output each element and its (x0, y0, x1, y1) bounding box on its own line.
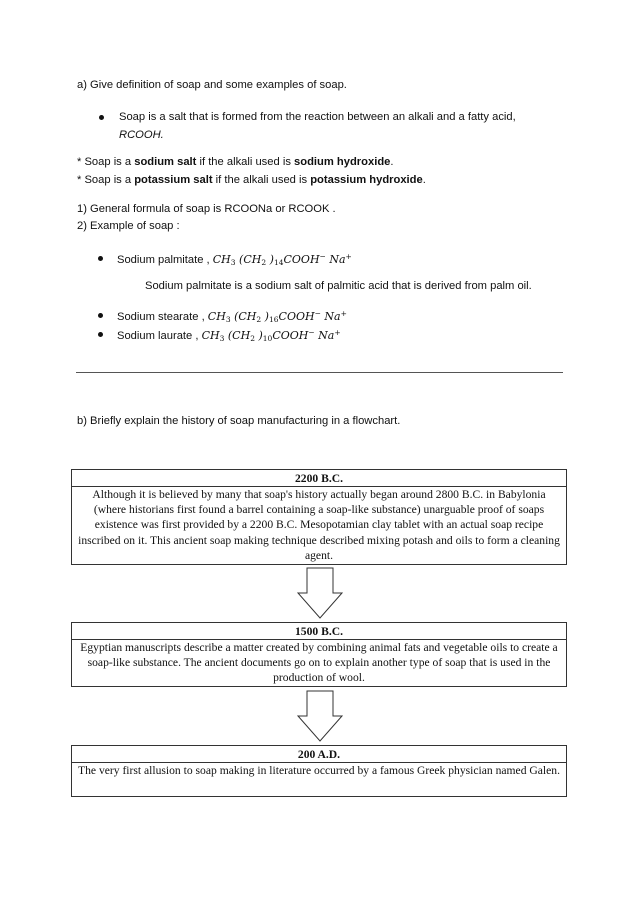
note-bold-term: potassium salt (134, 174, 213, 186)
formula-subscript: 2 (261, 258, 267, 267)
formula-part: Na (325, 253, 346, 266)
bullet-icon (98, 256, 103, 261)
bullet-icon (98, 332, 103, 337)
chemical-formula (213, 253, 352, 266)
formula-part: ) (254, 329, 263, 342)
example-name: Sodium stearate , (117, 311, 208, 323)
potassium-salt-note (77, 173, 426, 187)
note-text: * Soap is a (77, 156, 135, 168)
formula-superscript: + (340, 309, 347, 318)
formula-subscript: 10 (262, 334, 273, 343)
flowchart-text: The very first allusion to soap making in literature occurred by a famous Greek physician named Galen. (78, 764, 560, 777)
formula-part: Na (320, 310, 341, 323)
formula-subscript: 3 (219, 334, 225, 343)
flowchart-box-1500bc (71, 622, 567, 687)
general-formula: 1) General formula of soap is RCOONa or RCOOK . (77, 203, 336, 215)
soap-definition-cont: RCOOH. (119, 129, 164, 141)
formula-part: CH (212, 253, 231, 266)
example-sodium-palmitate (117, 250, 352, 270)
formula-part: (CH (224, 329, 251, 342)
example-name: Sodium laurate , (117, 330, 202, 342)
flowchart-box-2200bc (71, 469, 567, 565)
formula-subscript: 3 (230, 258, 236, 267)
flowchart-year: 200 A.D. (72, 746, 566, 763)
formula-superscript: − (308, 328, 315, 337)
note-bold-term: sodium salt (134, 156, 197, 168)
formula-superscript: + (334, 328, 341, 337)
formula-subscript: 2 (256, 315, 262, 324)
chemical-formula (202, 329, 341, 342)
formula-subscript: 14 (273, 258, 284, 267)
formula-subscript: 2 (250, 334, 255, 343)
formula-part: Na (314, 329, 335, 342)
flowchart-text: Although it is believed by many that soap's history actually began around 2800 B.C. in Babylonia (where historians first found a barrel containing a soap-like substance) unarguable proof of soaps existence was first provided by a 2200 B.C. Mesopotamian clay tablet with an actual soap recipe inscribed on it. This ancient soap making technique described mixing potash and oils to form a cleaning agent. (78, 488, 560, 562)
example-heading: 2) Example of soap : (77, 220, 180, 232)
bullet-icon (98, 313, 103, 318)
down-arrow-icon (297, 690, 343, 742)
sodium-salt-note (77, 155, 394, 169)
bullet-icon (99, 115, 104, 120)
formula-superscript: + (345, 252, 352, 261)
question-a: a) Give definition of soap and some examples of soap. (77, 79, 347, 91)
note-text: if the alkali used is (196, 156, 295, 168)
flowchart-box-200ad (71, 745, 567, 797)
down-arrow-icon (297, 567, 343, 619)
example-sodium-laurate (117, 326, 341, 346)
formula-superscript: − (319, 252, 326, 261)
section-divider (76, 372, 563, 373)
formula-part: ) (266, 253, 274, 266)
formula-part: CH (207, 310, 226, 323)
formula-subscript: 3 (225, 315, 231, 324)
formula-part: COOH (278, 310, 315, 323)
formula-superscript: − (314, 309, 321, 318)
note-text: * Soap is a (77, 174, 135, 186)
formula-subscript: 16 (268, 315, 279, 324)
chemical-formula (208, 310, 347, 323)
formula-part: CH (201, 329, 220, 342)
example-name: Sodium palmitate , (117, 254, 213, 266)
flowchart-year: 1500 B.C. (72, 623, 566, 640)
note-bold-term: sodium hydroxide (294, 156, 391, 168)
formula-part: COOH (283, 253, 320, 266)
palmitate-note: Sodium palmitate is a sodium salt of palmitic acid that is derived from palm oil. (145, 280, 532, 292)
soap-definition: Soap is a salt that is formed from the reaction between an alkali and a fatty acid, (119, 111, 516, 123)
note-text: if the alkali used is (212, 174, 311, 186)
note-text: . (390, 156, 394, 168)
formula-part: (CH (230, 310, 257, 323)
note-bold-term: potassium hydroxide (310, 174, 423, 186)
formula-part: ) (261, 310, 269, 323)
flowchart-text: Egyptian manuscripts describe a matter created by combining animal fats and vegetable oils to create a soap-like substance. The ancient documents go on to explain another type of soap that is used in the production of wool. (80, 641, 558, 685)
formula-part: COOH (272, 329, 309, 342)
question-b: b) Briefly explain the history of soap manufacturing in a flowchart. (77, 415, 401, 427)
example-sodium-stearate (117, 307, 347, 327)
note-text: . (422, 174, 426, 186)
flowchart-year: 2200 B.C. (72, 470, 566, 487)
formula-part: (CH (235, 253, 262, 266)
